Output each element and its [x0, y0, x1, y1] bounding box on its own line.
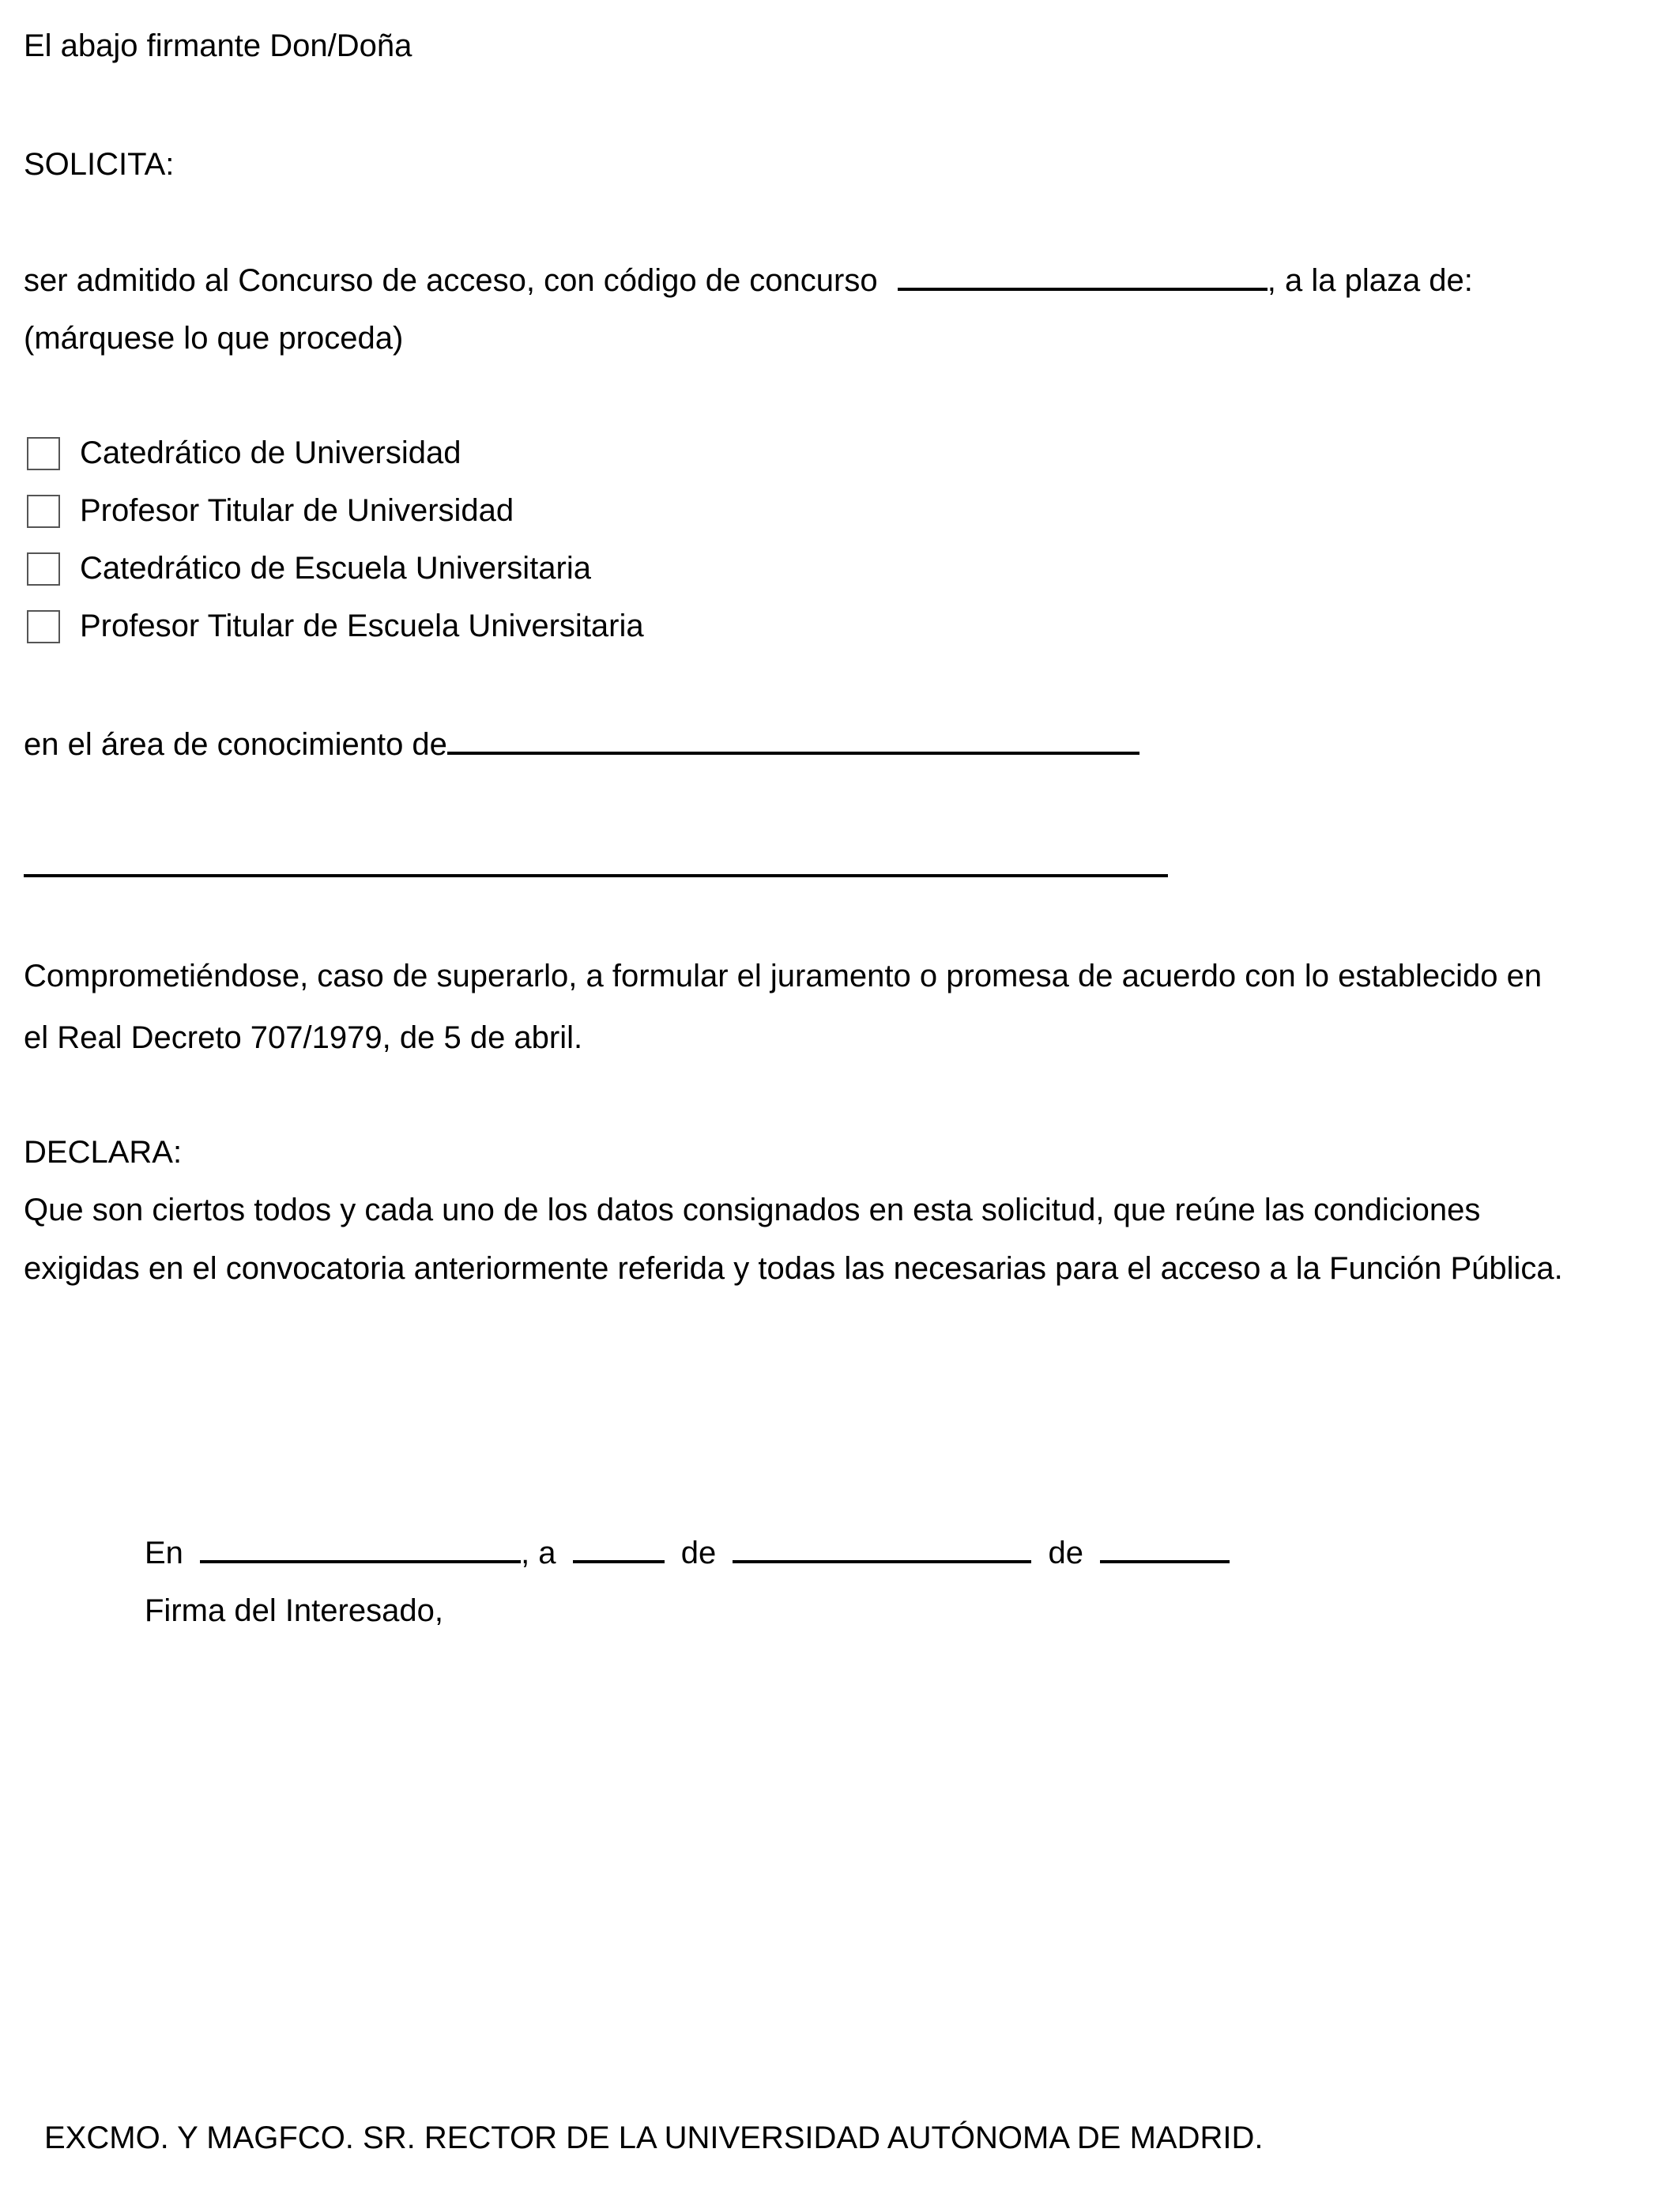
declaration-line-2: exigidas en el convocatoria anteriormente referida y todas las necesarias para el acceso a la Función Pública. [24, 1251, 1563, 1286]
option-label-titular-universidad: Profesor Titular de Universidad [80, 493, 514, 528]
year-field[interactable] [1100, 1559, 1230, 1563]
place-label: En [145, 1536, 183, 1570]
day-field[interactable] [573, 1559, 665, 1563]
month-field[interactable] [733, 1559, 1031, 1563]
contest-code-label: ser admitido al Concurso de acceso, con código de concurso [24, 263, 878, 298]
option-checkbox-titular-universidad[interactable] [27, 495, 60, 528]
option-checkbox-titular-escuela[interactable] [27, 610, 60, 643]
request-heading: SOLICITA: [24, 147, 175, 182]
commitment-line-2: el Real Decreto 707/1979, de 5 de abril. [24, 1020, 583, 1055]
declaration-heading: DECLARA: [24, 1135, 183, 1170]
knowledge-area-line [24, 729, 1139, 760]
position-label: , a la plaza de: [1267, 263, 1473, 298]
instruction-text: (márquese lo que proceda) [24, 321, 404, 356]
signature-label: Firma del Interesado, [145, 1593, 443, 1628]
contest-code-line [24, 265, 1473, 296]
option-label-titular-escuela: Profesor Titular de Escuela Universitaria [80, 609, 644, 643]
month-label: de [680, 1536, 717, 1570]
signature-place-date-line [145, 1537, 1230, 1569]
knowledge-area-field-continued[interactable] [24, 874, 1168, 877]
option-label-catedratico-escuela: Catedrático de Escuela Universitaria [80, 551, 591, 586]
signer-name-label: El abajo firmante Don/Doña [24, 28, 412, 63]
option-checkbox-catedratico-universidad[interactable] [27, 437, 60, 470]
knowledge-area-label: en el área de conocimiento de [24, 727, 447, 762]
declaration-line-1: Que son ciertos todos y cada uno de los datos consignados en esta solicitud, que reúne las condiciones [24, 1193, 1481, 1227]
place-field[interactable] [200, 1559, 521, 1563]
contest-code-field[interactable] [898, 287, 1268, 291]
commitment-line-1: Comprometiéndose, caso de superarlo, a formular el juramento o promesa de acuerdo con lo establecido en [24, 959, 1543, 993]
knowledge-area-field[interactable] [447, 751, 1139, 755]
addressee: EXCMO. Y MAGFCO. SR. RECTOR DE LA UNIVERSIDAD AUTÓNOMA DE MADRID. [44, 2120, 1264, 2155]
option-checkbox-catedratico-escuela[interactable] [27, 552, 60, 586]
year-label: de [1048, 1536, 1084, 1570]
day-label: , a [521, 1536, 556, 1570]
option-label-catedratico-universidad: Catedrático de Universidad [80, 435, 461, 470]
